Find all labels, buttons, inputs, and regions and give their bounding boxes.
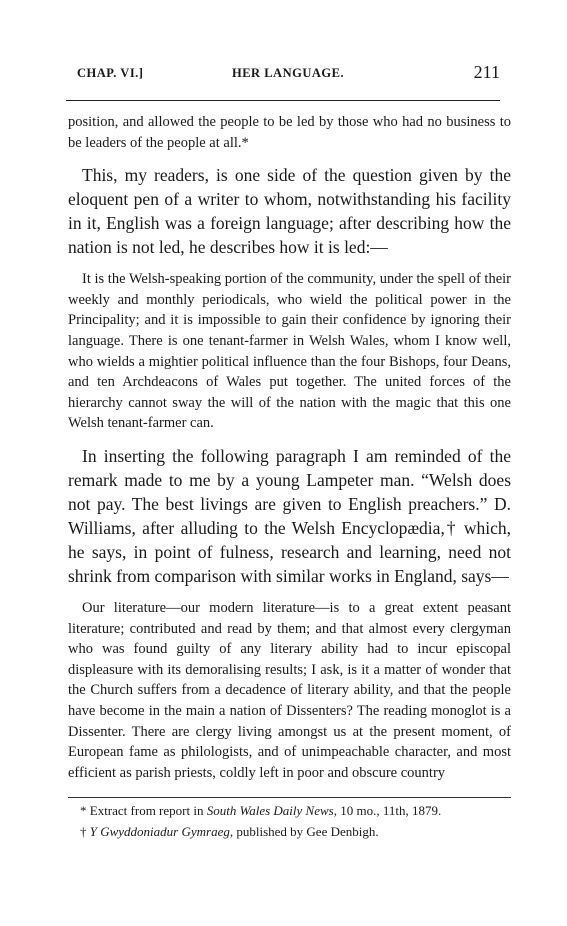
footnote-suffix: , published by Gee Denbigh. bbox=[229, 823, 379, 839]
running-header bbox=[66, 58, 500, 84]
footnote-prefix: † bbox=[80, 823, 90, 839]
header-rule bbox=[66, 100, 500, 101]
paragraph: This, my readers, is one side of the question given by the eloquent pen of a writer to whom, notwithstanding his facility in it, English was a foreign language; after describing how the nation is not led, he describes how it is led:— bbox=[68, 165, 511, 258]
footnote-source: Y Gwyddoniadur Gymraeg bbox=[89, 823, 230, 839]
paragraph-continued: position, and allowed the people to be led by those who had no business to be leaders of the people at all.* bbox=[68, 114, 511, 151]
block-quote: Our literature—our modern literature—is to a great extent peasant literature; contributed and read by them; and that almost every clergyman who was found guilty of any literary ability had to incur episcopal displeasure with its demoralising results; I ask, is it a matter of wonder that the Church suffers from a decadence of literary ability, and that the people have become in the main a nation of Dissenters? The reading monoglot is a Dissenter. There are clergy living amongst us at the present moment, of European fame as philologists, and of unimpeachable character, and most efficient as parish priests, coldly left in poor and obscure country bbox=[68, 599, 511, 781]
chapter-label: CHAP. VI.] bbox=[77, 66, 144, 80]
paragraph: In inserting the following paragraph I am reminded of the remark made to me by a young Lampeter man. “Welsh does not pay. The best livings are given to English preachers.” D. Williams, after alluding to the Welsh Encyclopædia,† which, he says, in point of fulness, research and learning, need not shrink from comparison with similar works in England, says— bbox=[68, 445, 511, 586]
footnotes bbox=[80, 801, 510, 842]
running-title: HER LANGUAGE. bbox=[232, 66, 345, 80]
footnote-suffix: , 10 mo., 11th, 1879. bbox=[333, 803, 442, 818]
footnote-rule bbox=[68, 797, 511, 798]
block-quote: It is the Welsh-speaking portion of the community, under the spell of their weekly and monthly periodicals, who wield the political power in the Principality; and it is impossible to gain their confidence by ignoring their language. There is one tenant-farmer in Welsh Wales, whom I know well, who wields a mightier political influence than the four Bishops, four Deans, and ten Archdeacons of Wales put together. The united forces of the hierarchy cannot sway the will of the nation with the magic that this one Welsh tenant-farmer can. bbox=[68, 271, 511, 432]
footnote-prefix: * Extract from report in bbox=[80, 803, 207, 818]
footnote-source: South Wales Daily News bbox=[206, 803, 334, 818]
page-number: 211 bbox=[473, 62, 500, 82]
footnote bbox=[80, 801, 510, 822]
page-body bbox=[68, 112, 511, 783]
footnote bbox=[80, 822, 510, 843]
